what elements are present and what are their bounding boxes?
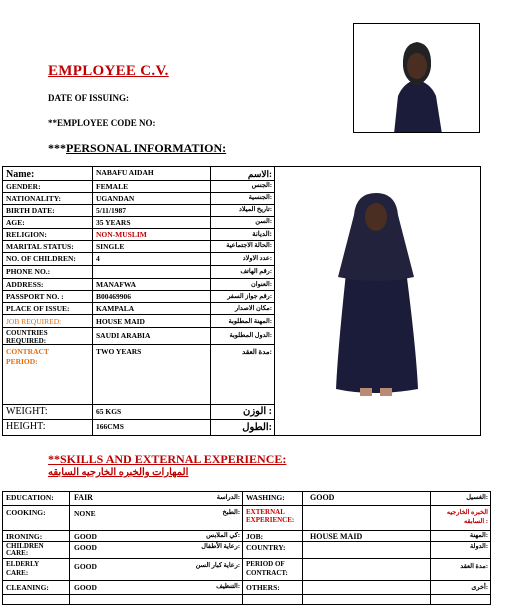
skills-table-left-border — [2, 491, 3, 604]
children-label: NO. OF CHILDREN: — [6, 254, 76, 263]
period-of-contract-label-2: CONTRACT: — [246, 569, 288, 577]
row-line — [2, 419, 274, 420]
personal-col-divider-1 — [92, 166, 93, 436]
row-line — [2, 278, 274, 279]
education-label: EDUCATION: — [6, 493, 54, 502]
others-label: OTHERS: — [246, 583, 280, 592]
religion-label: RELIGION: — [6, 230, 47, 239]
place-of-issue-label: PLACE OF ISSUE: — [6, 304, 70, 313]
weight-value: 65 KGS — [96, 407, 122, 416]
personal-col-divider-2 — [210, 166, 211, 436]
row-line — [2, 216, 274, 217]
row-line — [2, 327, 274, 328]
washing-value: GOOD — [310, 493, 335, 502]
row-line — [2, 180, 274, 181]
height-label-ar: الطول: — [242, 422, 272, 433]
external-experience-label-2: EXPERIENCE: — [246, 516, 295, 524]
birth-date-value: 5/11/1987 — [96, 206, 127, 215]
job-required-value: HOUSE MAID — [96, 317, 145, 326]
skills-section-title-ar: المهارات والخبره الخارجيه السابقه — [48, 467, 189, 478]
children-care-label-2: CARE: — [6, 549, 29, 557]
period-of-contract-label-ar: مدة العقد: — [460, 563, 488, 570]
row-line — [2, 404, 274, 405]
job-label: JOB: — [246, 532, 264, 541]
country-label-ar: الدولة: — [470, 543, 488, 550]
countries-required-label-2: REQUIRED: — [6, 337, 47, 345]
children-label-ar: عدد الاولاد: — [242, 255, 272, 262]
cleaning-label-ar: التنظيف: — [216, 583, 240, 590]
ironing-value: GOOD — [74, 532, 97, 541]
row-line — [2, 314, 274, 315]
address-value: MANAFWA — [96, 280, 136, 289]
full-body-photo — [318, 185, 433, 403]
age-label: AGE: — [6, 218, 25, 227]
cooking-value: NONE — [74, 509, 96, 518]
employee-code-label: **EMPLOYEE CODE NO: — [48, 118, 156, 128]
children-care-label-ar: رعاية الأطفال: — [201, 543, 240, 550]
skills-row-line — [2, 580, 491, 581]
education-label-ar: الدراسة: — [216, 494, 240, 501]
contract-period-value: TWO YEARS — [96, 347, 142, 356]
passport-label: PASSPORT NO. : — [6, 292, 64, 301]
skills-middle-divider — [242, 491, 243, 604]
skills-row-line — [2, 558, 491, 559]
portrait-figure — [354, 24, 480, 133]
elderly-care-label-2: CARE: — [6, 569, 29, 577]
height-value: 166CMS — [96, 422, 124, 431]
nationality-label: NATIONALITY: — [6, 194, 62, 203]
marital-status-label: MARITAL STATUS: — [6, 242, 74, 251]
personal-table-left-border — [2, 166, 3, 436]
cleaning-label: CLEANING: — [6, 583, 49, 592]
personal-col-divider-3 — [274, 166, 275, 436]
education-value: FAIR — [74, 493, 93, 502]
gender-value: FEMALE — [96, 182, 129, 191]
skills-row-line — [2, 541, 491, 542]
skills-section-title: **SKILLS AND EXTERNAL EXPERIENCE: — [48, 452, 287, 466]
ironing-label: IRONING: — [6, 532, 43, 541]
marital-status-label-ar: الحالة الاجتماعية: — [226, 242, 272, 249]
children-care-value: GOOD — [74, 543, 97, 552]
birth-date-label-ar: تاريخ الميلاد: — [238, 206, 272, 213]
age-label-ar: السن: — [255, 218, 272, 225]
elderly-care-label-ar: رعاية كبار السن: — [195, 562, 240, 569]
personal-table-right-border — [480, 166, 481, 436]
cooking-label-ar: الطبخ: — [222, 509, 240, 516]
nationality-value: UGANDAN — [96, 194, 135, 203]
address-label-ar: العنوان: — [251, 281, 272, 288]
skills-table-right-border — [490, 491, 491, 604]
phone-label: PHONE NO.: — [6, 267, 51, 276]
external-experience-label-ar-2: السابقه : — [464, 518, 488, 525]
countries-required-label-ar: الدول المطلوبة: — [229, 332, 272, 339]
marital-status-value: SINGLE — [96, 242, 125, 251]
row-line — [2, 228, 274, 229]
phone-label-ar: رقم الهاتف: — [240, 268, 272, 275]
children-value: 4 — [96, 254, 100, 263]
washing-label: WASHING: — [246, 493, 285, 502]
row-line — [2, 252, 274, 253]
gender-label-ar: الجنس: — [251, 182, 272, 189]
children-care-label-1: CHILDREN — [6, 542, 44, 550]
skills-table-top-border — [2, 491, 491, 492]
skills-row-line — [2, 530, 491, 531]
period-of-contract-label-1: PERIOD OF — [246, 560, 285, 568]
row-line — [2, 265, 274, 266]
personal-section-prefix: *** — [48, 141, 66, 155]
external-experience-label-ar-1: الخبره الخارجيه — [446, 509, 488, 516]
skills-col-divider — [302, 491, 303, 604]
religion-label-ar: الديانة: — [252, 230, 272, 238]
name-label: Name: — [6, 169, 35, 180]
cv-title: EMPLOYEE C.V. — [48, 63, 169, 79]
country-label: COUNTRY: — [246, 543, 286, 552]
cooking-label: COOKING: — [6, 508, 46, 517]
job-label-ar: المهنة: — [469, 532, 488, 539]
cleaning-value: GOOD — [74, 583, 97, 592]
job-required-label-ar: المهنة المطلوبة: — [228, 318, 272, 325]
washing-label-ar: الغسيل: — [466, 494, 488, 501]
skills-row-line — [2, 505, 491, 506]
personal-section-title: PERSONAL INFORMATION: — [66, 141, 227, 155]
skills-table-bottom-border — [2, 604, 491, 605]
address-label: ADDRESS: — [6, 280, 44, 289]
row-line — [2, 192, 274, 193]
skills-col-divider — [430, 491, 431, 604]
nationality-label-ar: الجنسية: — [248, 194, 272, 201]
gender-label: GENDER: — [6, 182, 41, 191]
contract-period-label-1: CONTRACT — [6, 347, 49, 356]
job-required-label: JOB REQUIRED: — [6, 317, 62, 326]
portrait-photo — [353, 23, 480, 133]
row-line — [2, 290, 274, 291]
age-value: 35 YEARS — [96, 218, 131, 227]
personal-section-heading — [48, 141, 226, 156]
job-value: HOUSE MAID — [310, 532, 363, 541]
name-value: NABAFU AIDAH — [96, 168, 154, 177]
weight-label-ar: الوزن : — [242, 406, 272, 417]
ironing-label-ar: كي الملابس: — [206, 532, 240, 539]
personal-table-top-border — [2, 166, 481, 167]
skills-col-divider — [69, 491, 70, 604]
height-label: HEIGHT: — [6, 421, 46, 432]
name-label-ar: الاسم: — [247, 169, 272, 179]
external-experience-label-1: EXTERNAL — [246, 508, 285, 516]
birth-date-label: BIRTH DATE: — [6, 206, 55, 215]
place-of-issue-label-ar: مكان الاصدار: — [234, 305, 272, 312]
countries-required-label-1: COUNTRIES — [6, 329, 48, 337]
place-of-issue-value: KAMPALA — [96, 304, 135, 313]
passport-value: B00469906 — [96, 292, 132, 301]
skills-row-line — [2, 594, 491, 595]
row-line — [2, 240, 274, 241]
elderly-care-label-1: ELDERLY — [6, 560, 40, 568]
contract-period-label-2: PERIOD: — [6, 357, 38, 366]
passport-label-ar: رقم جواز السفر: — [227, 293, 272, 300]
others-label-ar: أخرى: — [471, 584, 488, 591]
row-line — [2, 204, 274, 205]
elderly-care-value: GOOD — [74, 562, 97, 571]
full-body-figure — [318, 185, 433, 403]
countries-required-value: SAUDI ARABIA — [96, 331, 151, 340]
weight-label: WEIGHT: — [6, 406, 48, 417]
personal-table-bottom-border — [2, 435, 481, 436]
date-of-issuing-label: DATE OF ISSUING: — [48, 93, 130, 103]
religion-value: NON-MUSLIM — [96, 230, 147, 239]
row-line — [2, 302, 274, 303]
contract-period-label-ar: مدة العقد: — [242, 348, 272, 356]
